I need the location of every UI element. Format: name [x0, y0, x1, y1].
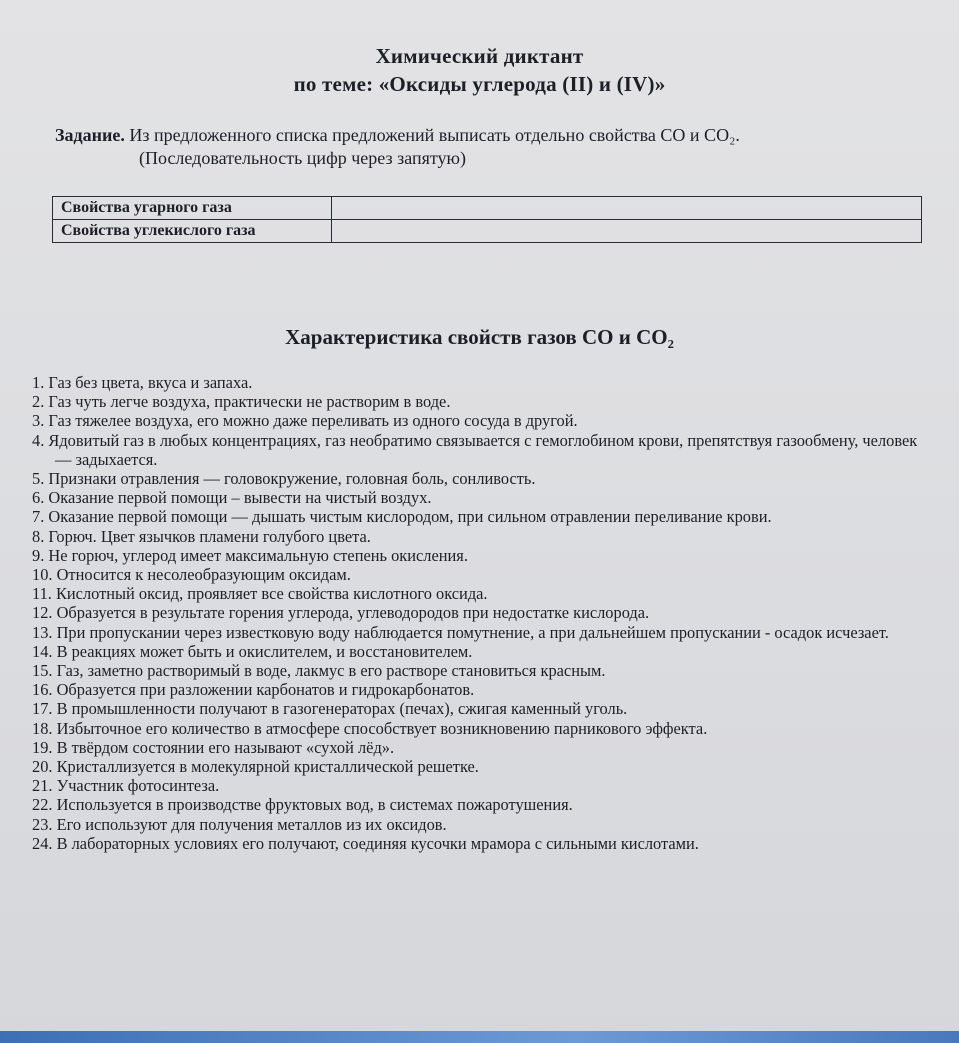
list-item: 3. Газ тяжелее воздуха, его можно даже переливать из одного сосуда в другой. — [32, 411, 578, 431]
table-row — [53, 220, 922, 243]
row-label-co: Свойства угарного газа — [53, 197, 332, 220]
task-text: Из предложенного списка предложений выписать отдельно свойства СО и СО₂. — [129, 125, 740, 145]
list-item: 14. В реакциях может быть и окислителем, и восстановителем. — [32, 641, 473, 661]
list-item: 13. При пропускании через известковую воду наблюдается помутнение, а при дальнейшем пропускании - осадок исчезает. — [32, 622, 889, 642]
answer-cell-co[interactable] — [332, 197, 922, 220]
table-row — [53, 197, 922, 220]
list-item: 19. В твёрдом состоянии его называют «сухой лёд». — [32, 737, 395, 757]
property-list — [32, 373, 932, 853]
task-instructions — [55, 124, 740, 170]
list-item: 24. В лабораторных условиях его получают, соединяя кусочки мрамора с сильными кислотами. — [32, 833, 699, 853]
list-item: 15. Газ, заметно растворимый в воде, лакмус в его растворе становиться красным. — [32, 661, 606, 681]
list-item: 8. Горюч. Цвет язычков пламени голубого цвета. — [32, 526, 371, 546]
section-title: Характеристика свойств газов СО и СО₂ — [285, 325, 674, 349]
list-item: 2. Газ чуть легче воздуха, практически не растворим в воде. — [32, 392, 451, 412]
list-item: 17. В промышленности получают в газогенераторах (печах), сжигая каменный уголь. — [32, 699, 628, 719]
list-item: 7. Оказание первой помощи — дышать чистым кислородом, при сильном отравлении переливание крови. — [32, 507, 772, 527]
list-item: 6. Оказание первой помощи – вывести на чистый воздух. — [32, 488, 432, 508]
row-label-co2: Свойства углекислого газа — [53, 220, 332, 243]
list-item: 18. Избыточное его количество в атмосфере способствует возникновению парникового эффекта. — [32, 718, 708, 738]
title-line-2: по теме: «Оксиды углерода (II) и (IV)» — [293, 72, 666, 96]
list-item: 11. Кислотный оксид, проявляет все свойства кислотного оксида. — [32, 584, 488, 604]
task-label: Задание. — [55, 125, 125, 145]
answer-table — [52, 196, 922, 243]
list-item: 20. Кристаллизуется в молекулярной кристаллической решетке. — [32, 757, 479, 777]
list-item: 23. Его используют для получения металлов из их оксидов. — [32, 814, 447, 834]
list-item: 5. Признаки отравления — головокружение, головная боль, сонливость. — [32, 469, 536, 489]
page-title — [0, 42, 959, 98]
task-note: (Последовательность цифр через запятую) — [139, 148, 466, 168]
screen-bottom-edge — [0, 1031, 959, 1043]
list-item: 1. Газ без цвета, вкуса и запаха. — [32, 373, 253, 392]
list-item: 16. Образуется при разложении карбонатов и гидрокарбонатов. — [32, 680, 475, 700]
title-line-1: Химический диктант — [375, 44, 584, 68]
list-item: 21. Участник фотосинтеза. — [32, 776, 220, 796]
list-item: 4. Ядовитый газ в любых концентрациях, газ необратимо связывается с гемоглобином крови, препятствуя газообмену, человек — задыхается. — [32, 430, 918, 469]
answer-cell-co2[interactable] — [332, 220, 922, 243]
list-item: 12. Образуется в результате горения углерода, углеводородов при недостатке кислорода. — [32, 603, 650, 623]
list-item: 9. Не горюч, углерод имеет максимальную степень окисления. — [32, 545, 468, 565]
list-item: 10. Относится к несолеобразующим оксидам. — [32, 565, 351, 585]
list-item: 22. Используется в производстве фруктовых вод, в системах пожаротушения. — [32, 795, 573, 815]
